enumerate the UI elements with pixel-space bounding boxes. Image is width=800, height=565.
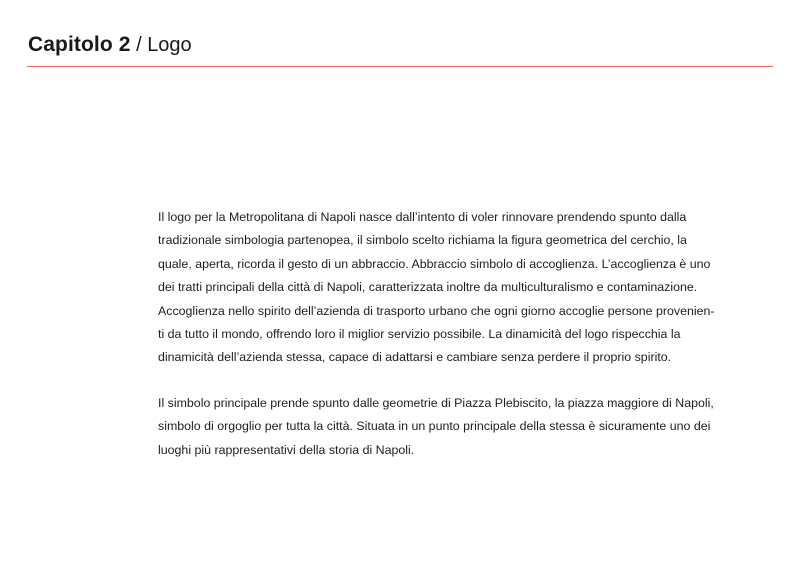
title-separator: / [130, 34, 148, 56]
text-line: dei tratti principali della città di Napoli, caratterizzata inoltre da multiculturalismo e contaminazione. [158, 280, 698, 295]
text-line: Il logo per la Metropolitana di Napoli nasce dall’intento di voler rinnovare prendendo spunto dalla [158, 210, 687, 224]
text-line: Il simbolo principale prende spunto dalle geometrie di Piazza Plebiscito, la piazza maggiore di Napoli, [158, 395, 714, 410]
text-line: dinamicità dell’azienda stessa, capace di adattarsi e cambiare senza perdere il proprio spirito. [158, 350, 672, 365]
body-text [158, 206, 773, 462]
paragraph-spacer [158, 370, 773, 392]
chapter-title: Capitolo 2 [28, 33, 131, 56]
text-line: tradizionale simbologia partenopea, il simbolo scelto richiama la figura geometrica del cerchio, la [158, 233, 687, 248]
text-line: luoghi più rappresentativi della storia di Napoli. [158, 442, 415, 457]
paragraph-logo-intro [158, 206, 773, 370]
paragraph-symbol [158, 392, 773, 462]
page-header [28, 33, 773, 65]
section-title: Logo [147, 34, 192, 56]
text-line: simbolo di orgoglio per tutta la città. Situata in un punto principale della stessa è sicuramente uno dei [158, 419, 711, 434]
text-line: Accoglienza nello spirito dell’azienda di trasporto urbano che ogni giorno accoglie persone provenien- [158, 303, 715, 318]
header-divider [27, 66, 773, 67]
text-line: quale, aperta, ricorda il gesto di un abbraccio. Abbraccio simbolo di accoglienza. L’accoglienza è uno [158, 256, 711, 271]
text-line: ti da tutto il mondo, offrendo loro il miglior servizio possibile. La dinamicità del logo rispecchia la [158, 327, 681, 342]
